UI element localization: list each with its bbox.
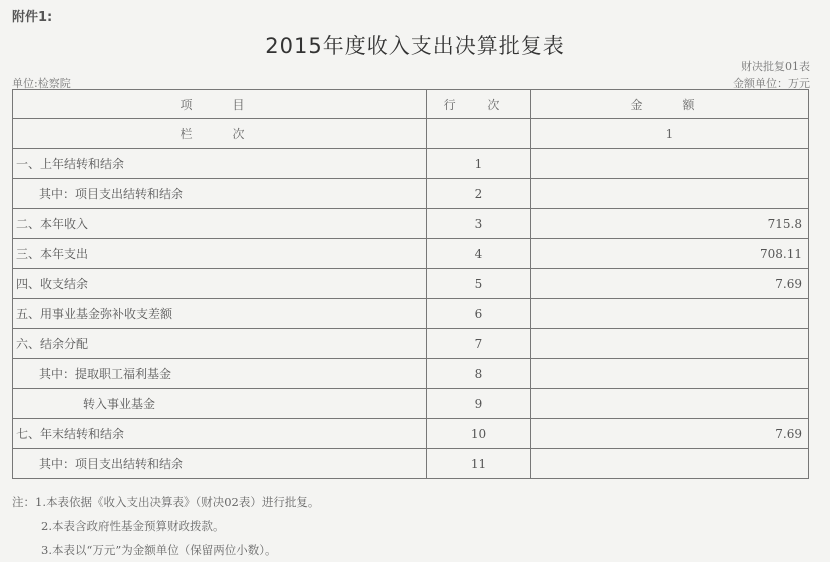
row-amount [531, 359, 809, 389]
note-2: 2.本表含政府性基金预算财政拨款。 [41, 519, 225, 533]
row-item: 其中：项目支出结转和结余 [13, 449, 427, 479]
amount-unit-label: 金额单位：万元 [733, 77, 810, 90]
row-item: 其中：项目支出结转和结余 [13, 179, 427, 209]
subheader-seq [427, 119, 531, 149]
row-item: 七、年末结转和结余 [13, 419, 427, 449]
row-item: 四、收支结余 [13, 269, 427, 299]
table-row [13, 329, 809, 359]
row-item: 二、本年收入 [13, 209, 427, 239]
table-row [13, 449, 809, 479]
row-seq: 6 [427, 299, 531, 329]
row-item: 五、用事业基金弥补收支差额 [13, 299, 427, 329]
subheader-amount: 1 [531, 119, 809, 149]
row-item: 其中：提取职工福利基金 [13, 359, 427, 389]
row-amount [531, 299, 809, 329]
row-amount: 708.11 [531, 239, 809, 269]
row-item: 三、本年支出 [13, 239, 427, 269]
header-seq: 行 次 [427, 90, 531, 119]
note-1: 注：1.本表依据《收入支出决算表》（财决02表）进行批复。 [12, 495, 320, 509]
table-row [13, 299, 809, 329]
table-row [13, 209, 809, 239]
header-amount: 金 额 [531, 90, 809, 119]
row-seq: 8 [427, 359, 531, 389]
row-amount: 715.8 [531, 209, 809, 239]
row-amount [531, 179, 809, 209]
row-amount [531, 149, 809, 179]
attachment-label: 附件1: [12, 10, 53, 25]
row-seq: 3 [427, 209, 531, 239]
page-title: 2015年度收入支出决算批复表 [265, 34, 565, 58]
row-seq: 9 [427, 389, 531, 419]
table-row [13, 149, 809, 179]
row-amount [531, 449, 809, 479]
subheader-item: 栏 次 [13, 119, 427, 149]
table-row [13, 269, 809, 299]
form-code: 财决批复01表 [741, 60, 810, 73]
table-header-row [13, 90, 809, 119]
row-amount [531, 329, 809, 359]
row-seq: 4 [427, 239, 531, 269]
row-amount: 7.69 [531, 419, 809, 449]
header-item: 项 目 [13, 90, 427, 119]
table-row [13, 179, 809, 209]
row-amount: 7.69 [531, 269, 809, 299]
note-3: 3.本表以“万元”为金额单位（保留两位小数）。 [41, 543, 277, 557]
table-row [13, 419, 809, 449]
table-row [13, 359, 809, 389]
table-row [13, 389, 809, 419]
row-seq: 10 [427, 419, 531, 449]
row-seq: 1 [427, 149, 531, 179]
table-subheader-row [13, 119, 809, 149]
row-amount [531, 389, 809, 419]
row-seq: 2 [427, 179, 531, 209]
notes [12, 490, 319, 562]
row-item: 六、结余分配 [13, 329, 427, 359]
row-item: 转入事业基金 [13, 389, 427, 419]
row-seq: 5 [427, 269, 531, 299]
row-seq: 7 [427, 329, 531, 359]
table-row [13, 239, 809, 269]
unit-label: 单位:检察院 [12, 77, 71, 90]
row-seq: 11 [427, 449, 531, 479]
approval-table [12, 89, 809, 479]
row-item: 一、上年结转和结余 [13, 149, 427, 179]
